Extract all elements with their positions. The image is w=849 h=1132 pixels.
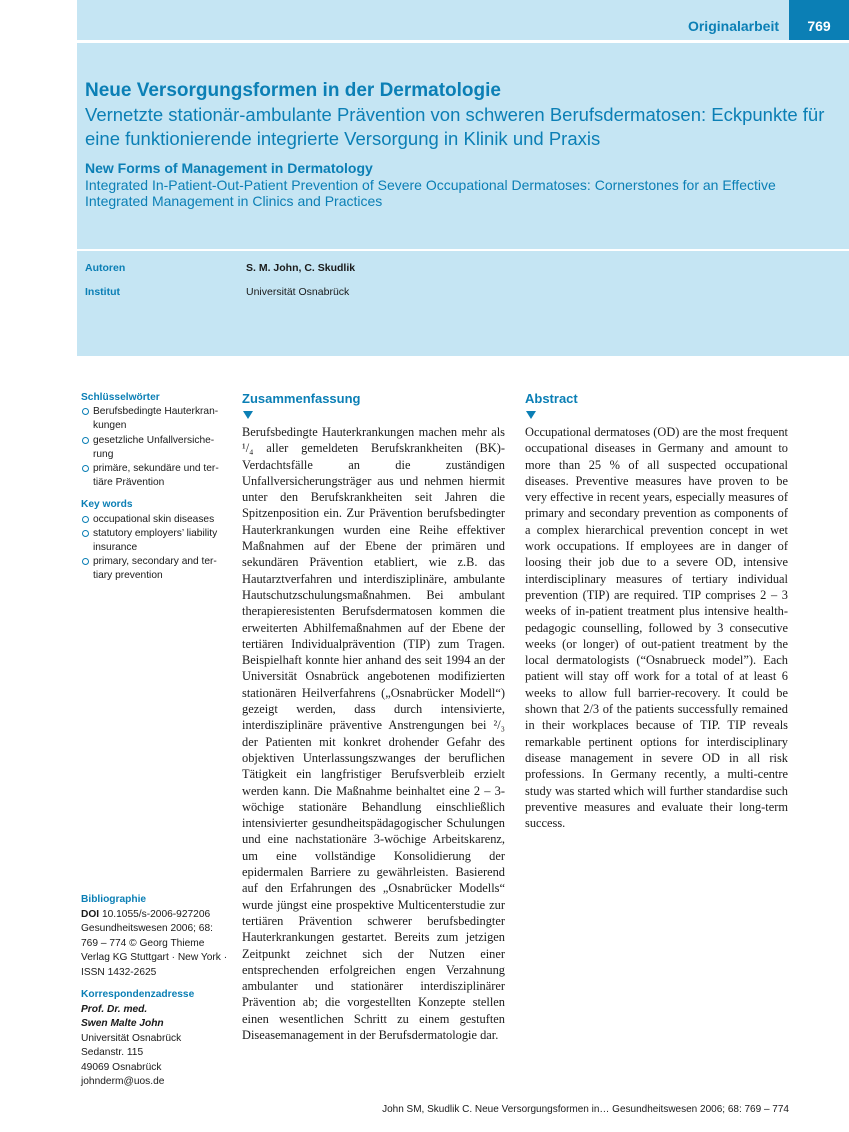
doi-label: DOI xyxy=(81,908,100,920)
title-en-subtitle: Integrated In-Patient-Out-Patient Prevention of Severe Occupational Dermatoses: Cornerstones for an Effective Integrated Management in Clinics and Practices xyxy=(85,177,776,209)
triangle-down-icon xyxy=(243,411,253,419)
title-en-main: New Forms of Management in Dermatology xyxy=(85,160,373,176)
doi-value[interactable]: 10.1055/s-2006-927206 xyxy=(101,908,211,920)
correspondence-heading: Korrespondenzadresse xyxy=(81,989,195,1000)
keywords-de-heading: Schlüsselwörter xyxy=(81,392,160,403)
title-de-main: Neue Versorgungsformen in der Dermatologie xyxy=(85,80,501,101)
page-number: 769 xyxy=(789,0,849,40)
title-de-subtitle: Vernetzte stationär-ambulante Prävention von schweren Berufsdermatosen: Eckpunkte für eine funktionierende integrierte Versorgung in Klinik und Praxis xyxy=(85,104,825,149)
keyword-en-item: occupational skin diseases xyxy=(81,513,226,527)
keyword-de-item: Berufsbedingte Hauterkran-kungen xyxy=(81,405,226,433)
address-line: Universität Osnabrück xyxy=(81,1032,182,1044)
authors-panel xyxy=(77,251,849,356)
keyword-de-item: primäre, sekundäre und ter-tiäre Prävention xyxy=(81,462,226,490)
citation: Gesundheitswesen 2006; 68: 769 – 774 © Georg Thieme Verlag KG Stuttgart · New York · ISSN 1432-2625 xyxy=(81,923,228,978)
footer-citation: John SM, Skudlik C. Neue Versorgungsformen in… Gesundheitswesen 2006; 68: 769 – 774 xyxy=(382,1104,789,1115)
institute-label: Institut xyxy=(85,286,120,298)
address-line: Sedanstr. 115 xyxy=(81,1047,144,1058)
header-bar xyxy=(77,0,849,40)
institute-value: Universität Osnabrück xyxy=(246,286,350,298)
bibliography-heading: Bibliographie xyxy=(81,894,147,905)
abstract-en-text: Occupational dermatoses (OD) are the most frequent occupational diseases in Germany and amount to more than 25 % of all suspected occupational diseases. Preventive measures have proven to be very effective in recent years, especially measures of primary and secondary prevention as components of a complex hierarchical prevention concept in wet work occupations. If employees are in danger of loosing their job due to a severe OD, intensive interdisciplinary measures of tertiary individual prevention (TIP) are required. TIP comprises 2 – 3 weeks of in-patient treatment plus intensive health-pedagogic counselling, followed by 3 consecutive weeks (or longer) of out-patient treatment by the local dermatologists (“Osnabrueck model”). Each patient will stay off work for a total of at least 6 weeks to allow full barrier-recovery. It could be shown that 2/3 of the patients successfully remained in their workplaces because of TIP. TIP reveals remarkable pertinent options for interdisciplinary disease management in severe OD in all risk professions. In Germany recently, a multi-centre study was started which will further standardise such preventive measures and evaluate their long-term success. xyxy=(525,425,788,831)
correspondence-address xyxy=(81,988,231,1090)
abstract-en-heading: Abstract xyxy=(525,391,578,406)
authors-value: S. M. John, C. Skudlik xyxy=(246,262,356,274)
email-link[interactable]: johnderm@uos.de xyxy=(81,1076,165,1087)
authors-label: Autoren xyxy=(85,262,126,274)
address-line: 49069 Osnabrück xyxy=(81,1061,162,1073)
bibliography xyxy=(81,893,231,980)
correspondence-name: Swen Malte John xyxy=(81,1018,164,1029)
keywords-en-heading: Key words xyxy=(81,499,133,511)
section-label: Originalarbeit xyxy=(687,18,779,34)
keyword-en-item: primary, secondary and ter-tiary prevention xyxy=(81,555,226,583)
keywords-en-list xyxy=(81,513,226,584)
triangle-down-icon xyxy=(526,411,536,419)
keyword-de-item: gesetzliche Unfallversiche-rung xyxy=(81,434,226,462)
keywords-sidebar xyxy=(81,391,226,592)
summary-de-heading: Zusammenfassung xyxy=(242,391,361,406)
summary-de-text: Berufsbedingte Hauterkrankungen machen mehr als ¹/₄ aller gemeldeten Berufskrankheiten (BK)-Verdachtsfälle an die zuständigen Unfallversicherungsträger aus und nehmen hiermit unter den Berufskrankheiten seit Jahren die Spitzenposition ein. Zur Prävention berufsbedingter Hauterkrankungen wurden eine Reihe effektiver Maßnahmen auf der Ebene der primären und sekundären Prävention etabliert, wie z.B. das Hautarztverfahren und interdisziplinäre, ambulante Hautschutzschulungsmaßnahmen. Bei ambulant therapieresistenten Berufsdermatosen kommen die erweiterten Abhilfemaßnahmen auf der Ebene der tertiären Individualprävention (TIP) zum Tragen. Beispielhaft konnte hier anhand des seit 1994 an der Universität Osnabrück angebotenen modifizierten stationären Heilverfahrens („Osnabrücker Modell“) gezeigt werden, dass durch intensivierte, interdisziplinäre präventive Anstrengungen bei ²/₃ der Patienten mit konkret drohender Gefahr des objektiven Unterlassungszwanges der beruflichen Tätigkeit ein langfristiger Berufsverbleib erzielt werden kann. Die Maßnahme beinhaltet eine 2 – 3-wöchige stationäre Behandlung einschließlich intensivierter gesundheitspädagogischer Schulungen und eine nachstationäre 3-wöchige Arbeitskarenz, um eine vollständige Konsolidierung der epidermalen Barriere zu gewährleisten. Basierend auf den Erfahrungen des „Osnabrücker Modells“ wurde jüngst eine prospektive Multicenterstudie zur tertiären Prävention schwerer berufsbedingter Hauterkrankungen gestartet. Bereits zum jetzigen Zeitpunkt zeichnet sich der Nutzen einer entsprechenden erfolgreichen engen Verzahnung ambulanter und stationärer interdisziplinärer Prävention ab; die vorgestellten Konzepte stellen einen wesentlichen Schritt zu einem gestuften Diseasemanagement in der Berufsdermatologie dar. xyxy=(242,425,505,1042)
keyword-en-item: statutory employers’ liability insurance xyxy=(81,527,226,555)
keywords-de-list xyxy=(81,405,226,490)
correspondence-title: Prof. Dr. med. xyxy=(81,1003,148,1015)
